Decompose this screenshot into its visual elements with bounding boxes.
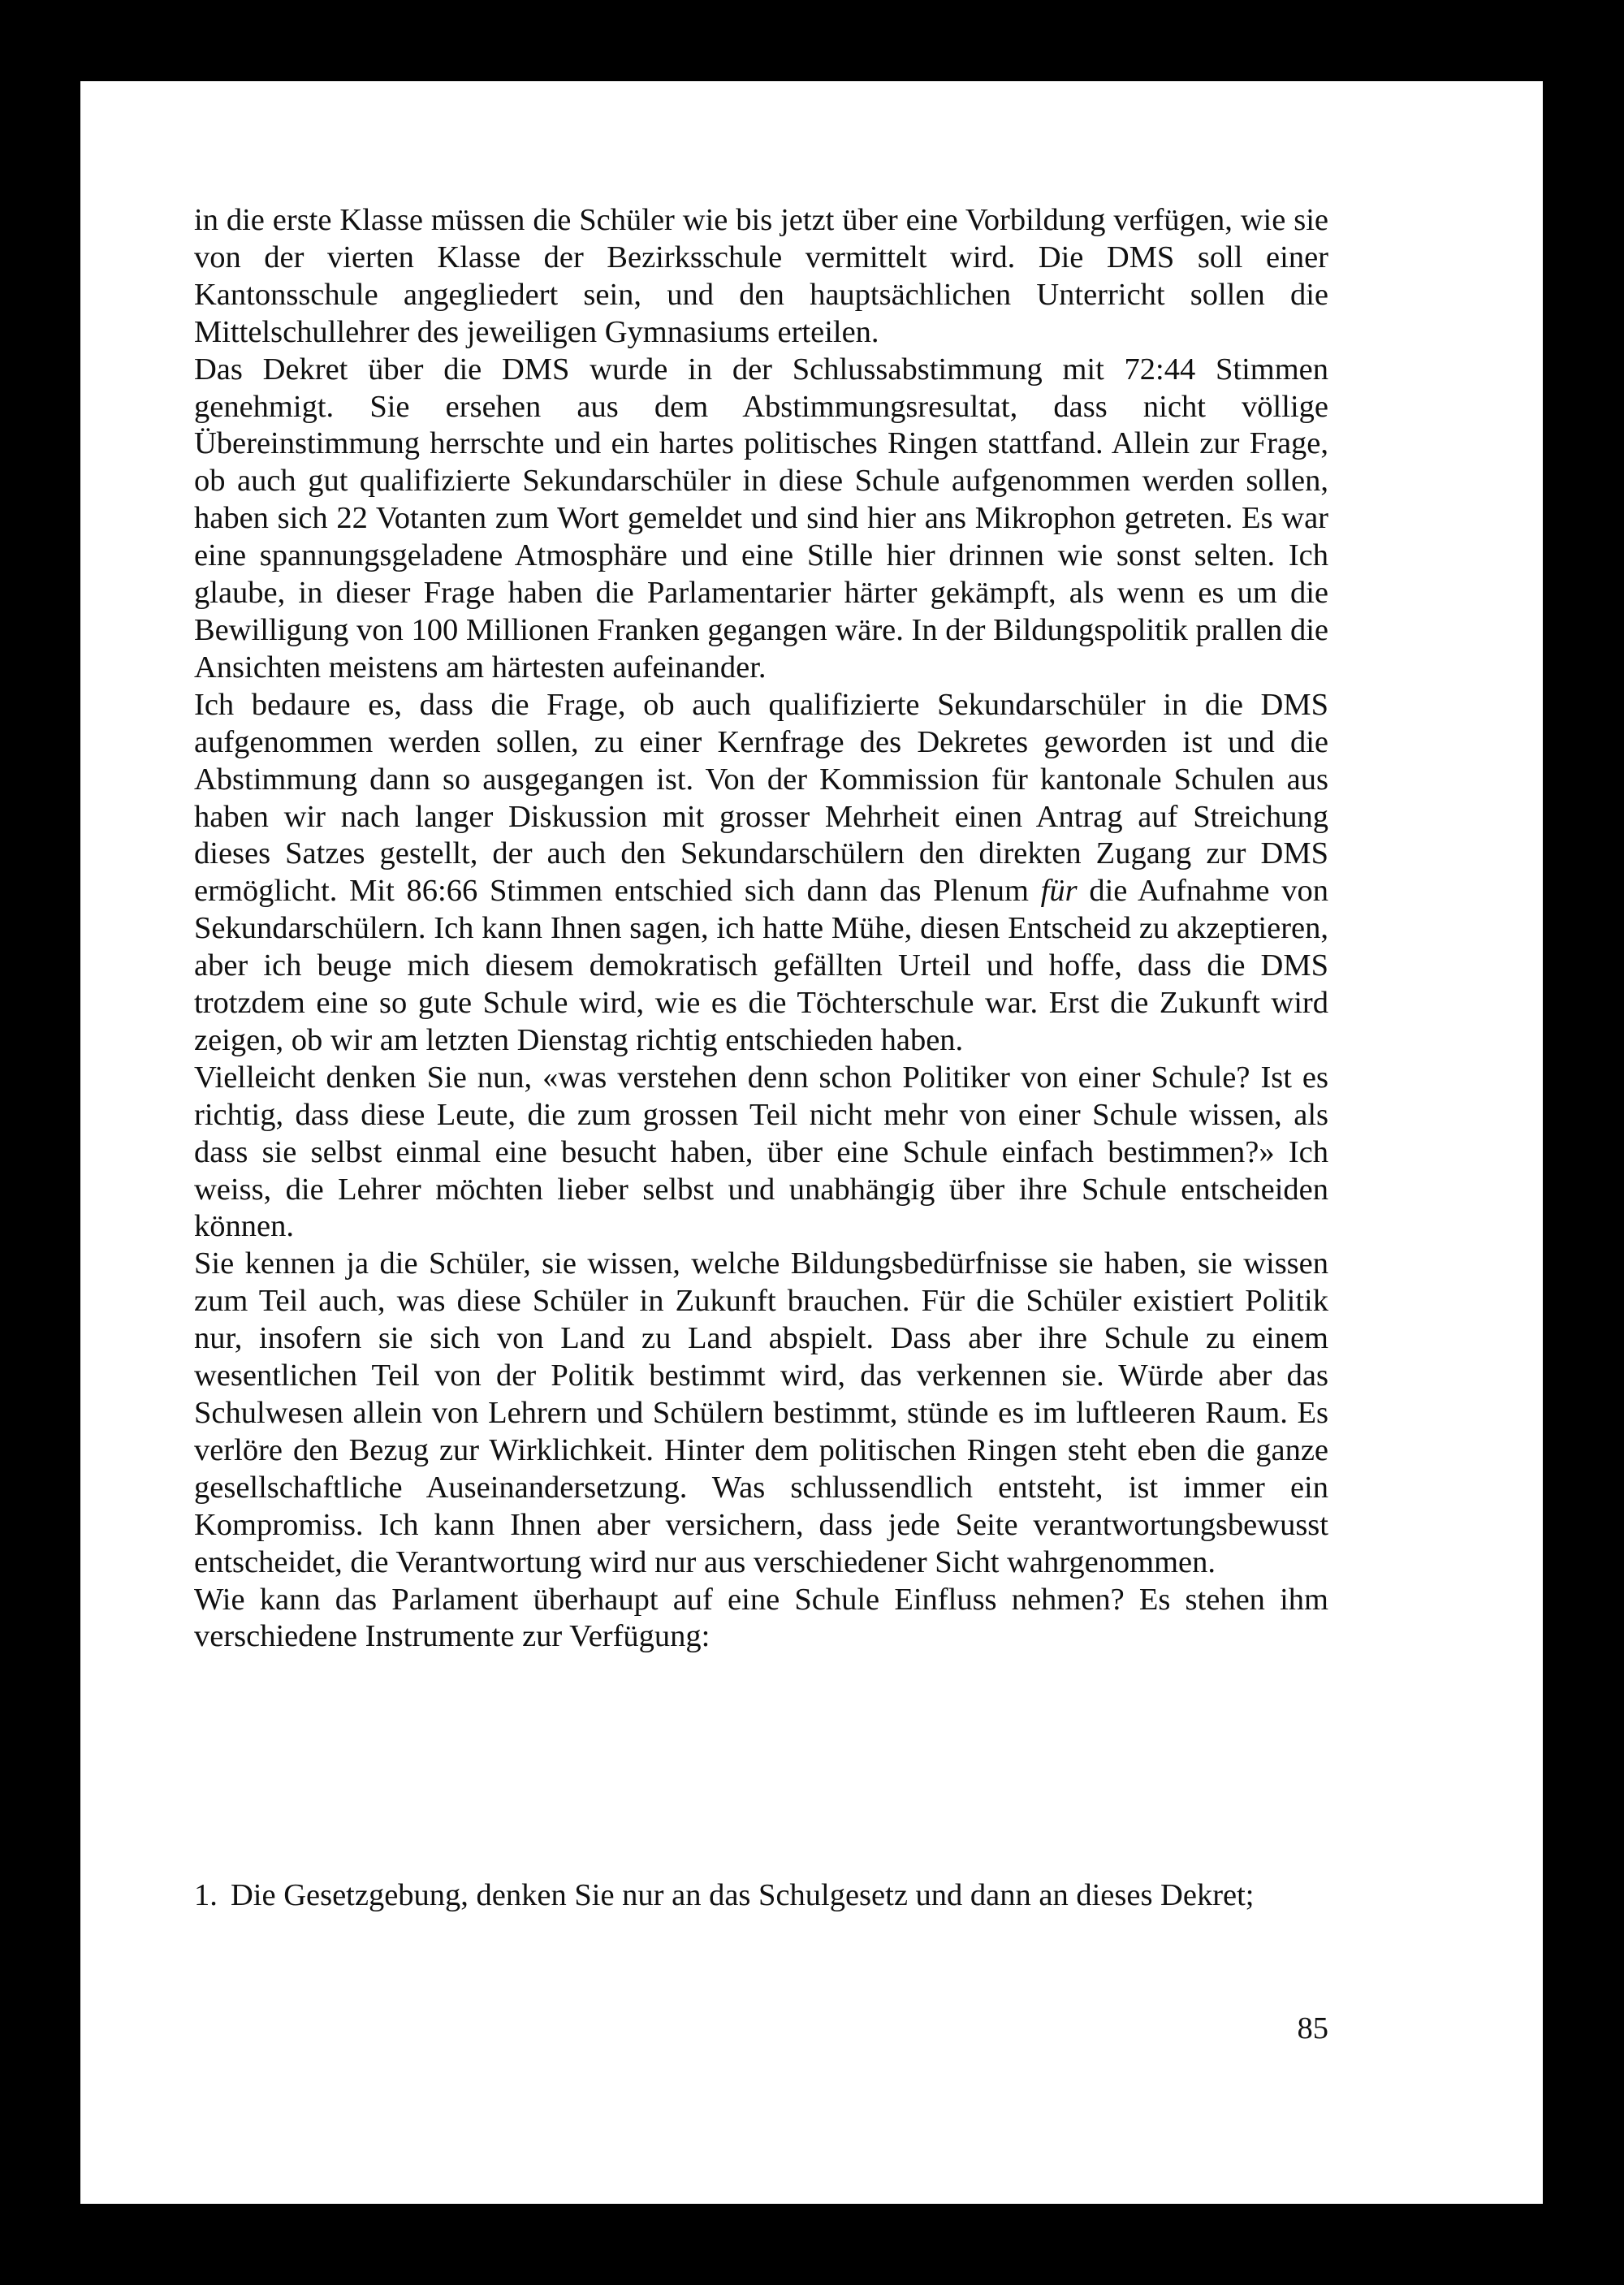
paragraph: Wie kann das Parlament überhaupt auf eine Schule Einfluss nehmen? Es stehen ihm verschiedene Instrumente zur Verfügung: [194,1582,1328,1654]
paragraph: Vielleicht denken Sie nun, «was verstehen denn schon Politiker von einer Schule? Ist es richtig, dass diese Leute, die zum grossen Teil nicht mehr von einer Schule wissen, als dass sie selbst einmal eine besucht haben, über eine Schule einfach bestimmen?» Ich weiss, die Lehrer möchten lieber selbst und unabhängig über ihre Schule entscheiden können. [194,1060,1328,1244]
body-text [194,202,1328,1656]
paragraph: Das Dekret über die DMS wurde in der Schlussabstimmung mit 72:44 Stimmen genehmigt. Sie ersehen aus dem Abstimmungsresultat, dass nicht völlige Übereinstimmung herrschte und ein hartes politisches Ringen stattfand. Allein zur Frage, ob auch gut qualifizierte Sekundarschüler in diese Schule aufgenommen werden sollen, haben sich 22 Votanten zum Wort gemeldet und sind hier ans Mikrophon getreten. Es war eine spannungsgeladene Atmosphäre und eine Stille hier drinnen wie sonst selten. Ich glaube, in dieser Frage haben die Parlamentarier härter gekämpft, als wenn es um die Bewilligung von 100 Millionen Franken gegangen wäre. In der Bildungspolitik prallen die Ansichten meistens am härtesten aufeinander. [194,352,1328,685]
list-item-text: Die Gesetzgebung, denken Sie nur an das Schulgesetz und dann an dieses Dekret; [231,1878,1255,1912]
paragraph: Ich bedaure es, dass die Frage, ob auch qualifizierte Sekundarschüler in die DMS aufgenommen werden sollen, zu einer Kernfrage des Dekretes geworden ist und die Abstimmung dann so ausgegangen ist. Von der Kommission für kantonale Schulen aus haben wir nach langer Diskussion mit grosser Mehrheit einen Antrag auf Streichung dieses Satzes gestellt, der auch den Sekundarschülern den direkten Zugang zur DMS ermöglicht. Mit 86:66 Stimmen entschied sich dann das Plenum für die Aufnahme von Sekundarschülern. Ich kann Ihnen sagen, ich hatte Mühe, diesen Entscheid zu akzeptieren, aber ich beuge mich diesem demokratisch gefällten Urteil und hoffe, dass die DMS trotzdem eine so gute Schule wird, wie es die Töchterschule war. Erst die Zukunft wird zeigen, ob wir am letzten Dienstag richtig entschieden haben. [194,687,1328,1057]
paragraph: in die erste Klasse müssen die Schüler wie bis jetzt über eine Vorbildung verfügen, wie sie von der vierten Klasse der Bezirksschule vermittelt wird. Die DMS soll einer Kantonsschule angegliedert sein, und den hauptsächlichen Unterricht sollen die Mittelschullehrer des jeweiligen Gymnasiums erteilen. [194,203,1328,349]
emphasized-word: für [1040,874,1078,909]
list-item [194,1877,1328,1915]
numbered-list [194,1877,1328,1915]
document-page [80,81,1543,2204]
paragraph: Sie kennen ja die Schüler, sie wissen, welche Bildungsbedürfnisse sie haben, sie wissen zum Teil auch, was diese Schüler in Zukunft brauchen. Für die Schüler existiert Politik nur, insofern sie sich von Land zu Land abspielt. Dass aber ihre Schule zu einem wesentlichen Teil von der Politik bestimmt wird, das verkennen sie. Würde aber das Schulwesen allein von Lehrern und Schülern bestimmt, stünde es im luftleeren Raum. Es verlöre den Bezug zur Wirklichkeit. Hinter dem politischen Ringen steht eben die ganze gesellschaftliche Auseinandersetzung. Was schlussendlich entsteht, ist immer ein Kompromiss. Ich kann Ihnen aber versichern, dass jede Seite verantwortungsbewusst entscheidet, die Verantwortung wird nur aus verschiedener Sicht wahrgenommen. [194,1246,1328,1579]
list-item-number: 1. [194,1878,218,1912]
page-number: 85 [1297,2011,1328,2045]
